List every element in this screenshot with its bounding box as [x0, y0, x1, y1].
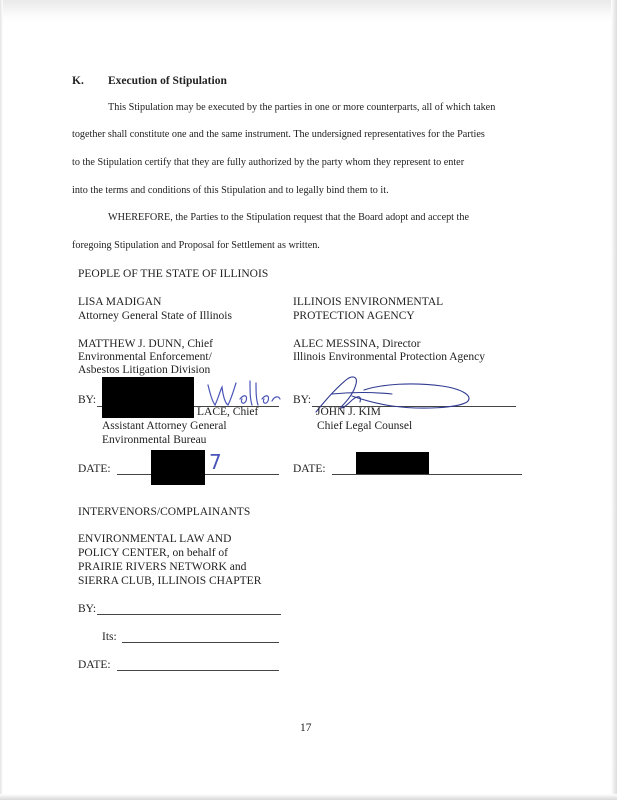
agency-name-line-1: ILLINOIS ENVIRONMENTAL [293, 296, 444, 308]
left-date-label: DATE: [78, 463, 111, 475]
intervenor-org-line-4: SIERRA CLUB, ILLINOIS CHAPTER [78, 575, 262, 587]
handwritten-date-fragment: 7 [209, 450, 222, 474]
right-date-label: DATE: [293, 463, 326, 475]
chief-division-line-1: Environmental Enforcement/ [78, 351, 212, 363]
intervenor-org-line-1: ENVIRONMENTAL LAW AND [78, 533, 232, 545]
chief-division-line-2: Asbestos Litigation Division [78, 364, 211, 376]
intervenor-date-label: DATE: [78, 659, 111, 671]
paragraph-2-line-2: foregoing Stipulation and Proposal for Settlement as written. [72, 240, 320, 251]
intervenor-its-label: Its: [102, 631, 117, 643]
right-by-label: BY: [293, 394, 312, 406]
right-date-line [332, 474, 522, 475]
intervenor-its-line [122, 642, 279, 643]
intervenor-org-line-2: POLICY CENTER, on behalf of [78, 547, 229, 559]
paragraph-2-line-1: WHEREFORE, the Parties to the Stipulation request that the Board adopt and accept the [108, 212, 470, 223]
intervenor-by-label: BY: [78, 603, 97, 615]
left-signer-title-1: Assistant Attorney General [102, 420, 227, 432]
scan-shadow-bottom [0, 794, 617, 800]
director-agency: Illinois Environmental Protection Agency [293, 351, 485, 363]
attorney-general-title: Attorney General State of Illinois [78, 310, 232, 322]
section-letter: K. [72, 75, 84, 87]
paragraph-1-line-3: to the Stipulation certify that they are fully authorized by the party whom they represent to enter [72, 157, 465, 168]
redaction-right-date [356, 452, 429, 474]
intervenor-org-line-3: PRAIRIE RIVERS NETWORK and [78, 561, 247, 573]
intervenor-date-line [117, 670, 279, 671]
director-name: ALEC MESSINA, Director [293, 338, 421, 350]
scan-shadow-left [0, 0, 3, 800]
page-number: 17 [300, 722, 312, 734]
left-signer-title-2: Environmental Bureau [102, 434, 207, 446]
people-header: PEOPLE OF THE STATE OF ILLINOIS [78, 268, 269, 280]
redaction-left-signer [102, 377, 194, 418]
left-signer-name-fragment: LACE, Chief [197, 406, 259, 418]
section-title: Execution of Stipulation [108, 75, 227, 87]
scan-shadow-right [611, 0, 617, 800]
scan-shadow-top [0, 0, 617, 22]
intervenors-header: INTERVENORS/COMPLAINANTS [78, 506, 251, 518]
right-signer-name: JOHN J. KIM [316, 406, 381, 418]
agency-name-line-2: PROTECTION AGENCY [293, 310, 415, 322]
right-signer-title: Chief Legal Counsel [317, 420, 413, 432]
intervenor-signature-line [97, 614, 281, 615]
left-by-label: BY: [78, 394, 97, 406]
paragraph-1-line-1: This Stipulation may be executed by the parties in one or more counterparts, all of which taken [108, 102, 496, 113]
redaction-left-date [151, 450, 205, 485]
paragraph-1-line-2: together shall constitute one and the same instrument. The undersigned representatives for the Parties [72, 129, 485, 140]
attorney-general-name: LISA MADIGAN [78, 296, 162, 308]
chief-name: MATTHEW J. DUNN, Chief [78, 338, 213, 350]
paragraph-1-line-4: into the terms and conditions of this Stipulation and to legally bind them to it. [72, 185, 389, 196]
